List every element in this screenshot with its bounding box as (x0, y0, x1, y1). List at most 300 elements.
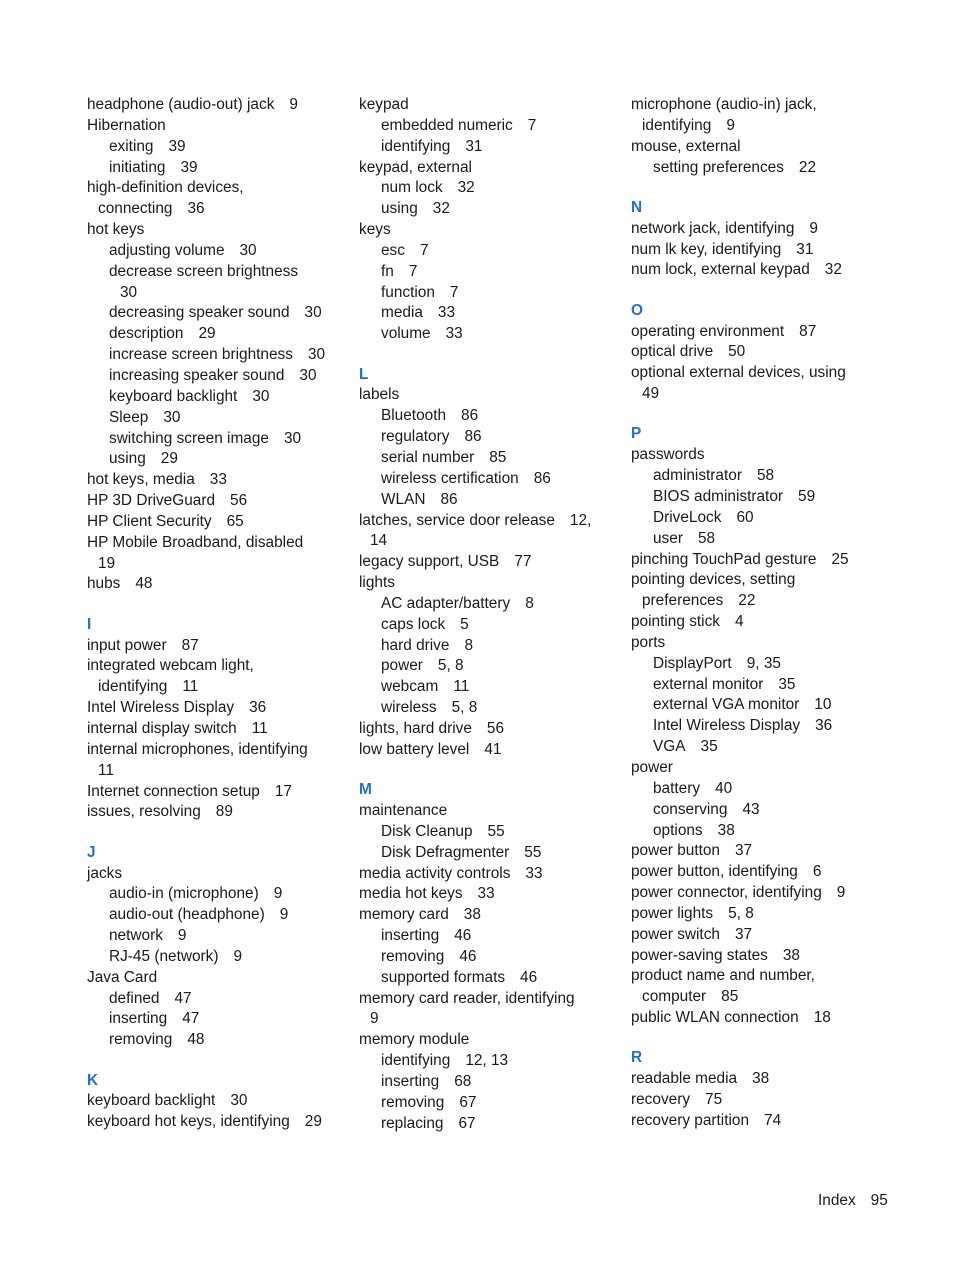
entry-term: identifying (642, 116, 712, 134)
index-subentry (359, 947, 621, 968)
entry-page-ref: 11 (251, 719, 268, 737)
index-subentry (631, 654, 893, 675)
entry-page-ref: 5, 8 (728, 904, 754, 922)
entry-page-ref: 55 (524, 843, 542, 861)
index-subentry (87, 324, 349, 345)
entry-term: media hot keys (359, 885, 463, 903)
entry-page-ref: 10 (814, 696, 832, 714)
index-entry (631, 925, 893, 946)
index-entry (631, 862, 893, 883)
index-subentry (359, 490, 621, 511)
entry-page-ref: 22 (738, 592, 756, 610)
entry-page-ref: 33 (477, 885, 495, 903)
entry-page-ref: 41 (484, 740, 502, 758)
entry-term: external VGA monitor (653, 696, 800, 714)
index-subentry (87, 905, 349, 926)
entry-page-ref: 77 (514, 553, 532, 571)
entry-term: memory card reader, identifying (359, 989, 575, 1007)
entry-term: serial number (381, 449, 475, 466)
entry-term: pinching TouchPad gesture (631, 550, 817, 568)
entry-term: headphone (audio-out) jack (87, 96, 275, 113)
entry-term: 30 (120, 283, 138, 301)
entry-term: identifying (98, 678, 168, 696)
entry-page-ref: 33 (437, 304, 456, 322)
entry-page-ref: 67 (458, 1114, 476, 1132)
entry-term: keyboard hot keys, identifying (87, 1113, 290, 1131)
entry-page-ref: 29 (198, 325, 216, 343)
index-subentry (359, 594, 621, 615)
section-letter-heading: J (87, 843, 96, 861)
entry-page-ref: 60 (736, 508, 754, 526)
index-entry (87, 864, 349, 885)
entry-term: Disk Cleanup (381, 822, 473, 840)
index-entry (631, 260, 893, 281)
entry-term: HP 3D DriveGuard (87, 492, 216, 510)
entry-page-ref: 86 (533, 469, 551, 487)
entry-term: memory card (359, 906, 449, 924)
entry-term: removing (109, 1031, 173, 1049)
entry-term: wireless (381, 699, 437, 717)
entry-page-ref: 9 (836, 884, 846, 902)
entry-term: esc (381, 241, 405, 259)
entry-page-ref: 30 (239, 241, 257, 259)
entry-term: num lock (381, 179, 443, 197)
entry-term: battery (653, 779, 701, 797)
entry-term: audio-in (microphone) (109, 885, 259, 903)
index-subentry (359, 324, 621, 345)
entry-page-ref: 48 (135, 575, 153, 593)
index-subentry (359, 656, 621, 677)
entry-page-ref: 33 (209, 471, 227, 489)
entry-term: operating environment (631, 322, 785, 340)
entry-term: power connector, identifying (631, 884, 822, 902)
entry-term: lights, hard drive (359, 719, 472, 737)
entry-page-ref: 31 (796, 240, 814, 258)
index-entry (359, 158, 621, 179)
entry-term: fn (381, 262, 394, 280)
entry-term: replacing (381, 1114, 444, 1132)
entry-term: media activity controls (359, 864, 511, 882)
entry-page-ref: 46 (459, 947, 477, 965)
entry-term: power (381, 657, 423, 675)
entry-term: integrated webcam light, (87, 657, 254, 675)
entry-page-ref: 36 (815, 717, 833, 735)
entry-page-ref: 46 (520, 968, 538, 986)
index-entry (631, 904, 893, 925)
index-entry (359, 573, 621, 594)
entry-page-ref: 75 (705, 1091, 723, 1109)
entry-page-ref: 7 (408, 262, 418, 280)
entry-term: high-definition devices, (87, 179, 244, 197)
index-entry (631, 1111, 893, 1132)
index-entry (631, 883, 893, 904)
index-entry (631, 240, 893, 261)
index-entry (631, 445, 893, 466)
entry-term: user (653, 529, 683, 547)
index-entry (359, 989, 621, 1010)
entry-term: hubs (87, 575, 121, 593)
entry-term: internal microphones, identifying (87, 740, 308, 758)
index-entry (359, 1030, 621, 1051)
entry-page-ref: 36 (187, 200, 205, 218)
entry-term: defined (109, 989, 160, 1007)
entry-page-ref: 38 (463, 906, 481, 924)
entry-term: supported formats (381, 968, 506, 986)
entry-page-ref: 30 (252, 387, 270, 405)
entry-term: legacy support, USB (359, 553, 500, 571)
entry-term: mouse, external (631, 137, 741, 155)
entry-page-ref: 48 (187, 1031, 205, 1049)
entry-page-ref: 40 (715, 779, 733, 797)
entry-term: WLAN (381, 490, 426, 508)
entry-page-ref: 9 (177, 927, 187, 945)
index-subentry (87, 387, 349, 408)
index-entry (631, 342, 893, 363)
entry-term: optical drive (631, 343, 714, 361)
entry-term: readable media (631, 1070, 738, 1088)
entry-page-ref: 30 (299, 366, 317, 384)
index-entry (631, 570, 893, 591)
index-column-2 (359, 95, 621, 1135)
entry-term: removing (381, 947, 445, 965)
index-entry (631, 550, 893, 571)
index-column-3 (631, 95, 893, 1132)
index-entry (631, 137, 893, 158)
index-subentry (359, 1093, 621, 1114)
index-subentry (359, 406, 621, 427)
entry-page-ref: 46 (454, 927, 472, 945)
entry-term: power lights (631, 904, 714, 922)
entry-term: microphone (audio-in) jack, (631, 96, 817, 113)
index-subentry (631, 675, 893, 696)
index-entry (87, 533, 349, 554)
index-entry (87, 220, 349, 241)
entry-term: power-saving states (631, 946, 768, 964)
index-subentry (359, 636, 621, 657)
entry-page-ref: 7 (419, 241, 429, 259)
index-subentry (87, 408, 349, 429)
entry-term: low battery level (359, 740, 470, 758)
entry-term: HP Client Security (87, 512, 212, 530)
entry-term: BIOS administrator (653, 488, 784, 505)
entry-page-ref: 56 (486, 719, 505, 737)
entry-page-ref: 9 (273, 885, 283, 903)
index-entry (87, 116, 349, 137)
entry-page-ref: 30 (307, 346, 326, 364)
index-subentry (87, 1030, 349, 1051)
index-subentry (87, 947, 349, 968)
index-entry (87, 677, 349, 698)
entry-term: issues, resolving (87, 803, 201, 821)
index-entry (631, 633, 893, 654)
entry-page-ref: 36 (249, 699, 267, 717)
entry-page-ref: 58 (756, 467, 775, 485)
entry-term: keyboard backlight (87, 1092, 216, 1110)
entry-term: computer (642, 988, 707, 1006)
entry-term: DisplayPort (653, 654, 732, 672)
entry-page-ref: 47 (182, 1010, 200, 1028)
entry-page-ref: 55 (487, 822, 505, 840)
entry-page-ref: 39 (168, 137, 186, 155)
index-entry (87, 95, 349, 116)
entry-page-ref: 58 (697, 529, 716, 547)
index-subentry (359, 137, 621, 158)
entry-term: network jack, identifying (631, 219, 795, 237)
index-subentry (359, 698, 621, 719)
index-subentry (631, 466, 893, 487)
entry-page-ref: 50 (728, 343, 746, 361)
index-entry (359, 740, 621, 761)
index-entry (359, 531, 621, 552)
entry-term: lights (359, 574, 395, 592)
index-entry (87, 1091, 349, 1112)
index-subentry (87, 884, 349, 905)
index-entry (87, 199, 349, 220)
entry-term: preferences (642, 592, 724, 610)
index-subentry (87, 1009, 349, 1030)
entry-page-ref: 18 (813, 1009, 831, 1027)
index-entry (631, 987, 893, 1008)
index-subentry (631, 821, 893, 842)
entry-term: public WLAN connection (631, 1009, 799, 1027)
entry-term: labels (359, 386, 400, 404)
index-entry (87, 698, 349, 719)
entry-term: VGA (653, 738, 686, 756)
entry-term: hard drive (381, 636, 450, 654)
entry-term: webcam (381, 678, 439, 696)
entry-term: using (109, 450, 146, 468)
index-subentry (631, 487, 893, 508)
entry-term: external monitor (653, 675, 764, 693)
entry-term: options (653, 821, 703, 839)
entry-term: regulatory (381, 428, 450, 446)
index-subentry (87, 926, 349, 947)
entry-term: num lock, external keypad (631, 261, 810, 279)
entry-term: 49 (642, 385, 660, 403)
entry-page-ref: 12, 13 (465, 1052, 509, 1070)
entry-page-ref: 59 (798, 488, 816, 505)
entry-term: setting preferences (653, 158, 784, 176)
entry-term: hot keys (87, 221, 145, 239)
index-entry (87, 574, 349, 595)
index-entry (631, 591, 893, 612)
index-subentry (87, 429, 349, 450)
entry-term: 19 (98, 554, 116, 572)
entry-term: 9 (370, 1010, 379, 1028)
index-subentry (631, 716, 893, 737)
entry-term: increasing speaker sound (109, 366, 285, 384)
section-letter-heading: L (359, 365, 369, 383)
entry-page-ref: 12, (569, 511, 592, 529)
entry-page-ref: 5, 8 (451, 699, 478, 717)
entry-term: power button (631, 842, 720, 860)
entry-page-ref: 30 (283, 429, 302, 447)
index-entry (359, 801, 621, 822)
entry-page-ref: 38 (752, 1070, 770, 1088)
entry-term: network (109, 927, 163, 945)
entry-page-ref: 11 (453, 678, 470, 696)
entry-page-ref: 29 (160, 450, 178, 468)
entry-term: conserving (653, 800, 728, 818)
entry-page-ref: 32 (824, 261, 842, 279)
index-subentry (359, 968, 621, 989)
index-subentry (359, 303, 621, 324)
entry-page-ref: 35 (778, 675, 796, 693)
entry-term: optional external devices, using (631, 364, 846, 382)
section-letter-heading: P (631, 425, 642, 443)
entry-page-ref: 30 (304, 304, 322, 322)
entry-term: pointing devices, setting (631, 571, 796, 589)
index-subentry (359, 448, 621, 469)
entry-term: input power (87, 636, 167, 654)
entry-page-ref: 30 (230, 1092, 248, 1110)
entry-page-ref: 11 (182, 678, 199, 696)
index-entry (631, 322, 893, 343)
index-entry (359, 385, 621, 406)
entry-page-ref: 9 (289, 96, 298, 113)
entry-term: volume (381, 325, 431, 343)
section-letter-heading: N (631, 198, 643, 216)
entry-page-ref: 85 (489, 449, 507, 466)
index-subentry (87, 158, 349, 179)
index-entry (87, 554, 349, 575)
entry-term: Hibernation (87, 116, 166, 134)
section-letter-heading: M (359, 781, 372, 799)
entry-page-ref: 86 (461, 407, 479, 425)
entry-page-ref: 67 (459, 1093, 477, 1111)
entry-page-ref: 86 (440, 490, 458, 508)
index-entry (87, 802, 349, 823)
index-subentry (87, 989, 349, 1010)
index-column-1 (87, 95, 349, 1133)
section-letter-heading: K (87, 1071, 99, 1089)
index-subentry (87, 366, 349, 387)
entry-term: increase screen brightness (109, 346, 293, 364)
index-entry (87, 636, 349, 657)
entry-page-ref: 65 (226, 512, 244, 530)
entry-term: initiating (109, 158, 166, 176)
entry-page-ref: 31 (465, 137, 483, 155)
entry-term: connecting (98, 200, 173, 218)
entry-page-ref: 85 (721, 988, 739, 1006)
entry-page-ref: 89 (215, 803, 233, 821)
index-entry (87, 1112, 349, 1133)
index-subentry (359, 178, 621, 199)
index-entry (359, 220, 621, 241)
entry-term: Intel Wireless Display (87, 699, 235, 717)
entry-term: Intel Wireless Display (653, 717, 801, 735)
entry-term: function (381, 283, 435, 301)
index-subentry (631, 779, 893, 800)
entry-term: latches, service door release (359, 511, 555, 529)
entry-term: memory module (359, 1031, 470, 1049)
entry-term: internal display switch (87, 719, 237, 737)
entry-term: num lk key, identifying (631, 240, 782, 258)
entry-term: product name and number, (631, 967, 815, 985)
index-subentry (87, 303, 349, 324)
entry-page-ref: 37 (734, 925, 753, 943)
index-subentry (87, 449, 349, 470)
index-subentry (87, 345, 349, 366)
entry-term: wireless certification (381, 469, 519, 487)
index-subentry (631, 529, 893, 550)
entry-term: hot keys, media (87, 471, 195, 489)
entry-term: description (109, 325, 184, 343)
index-entry (631, 95, 893, 116)
entry-term: removing (381, 1093, 445, 1111)
entry-term: Java Card (87, 968, 158, 986)
entry-page-ref: 32 (432, 200, 450, 218)
index-entry (359, 1009, 621, 1030)
entry-term: keypad (359, 96, 409, 113)
index-entry (359, 511, 621, 532)
entry-page-ref: 5 (460, 615, 469, 633)
entry-term: Disk Defragmenter (381, 843, 510, 861)
index-subentry (359, 843, 621, 864)
index-entry (631, 116, 893, 137)
index-subentry (87, 241, 349, 262)
entry-term: 14 (370, 532, 388, 550)
entry-term: keys (359, 221, 391, 239)
index-entry (631, 363, 893, 384)
index-entry (87, 968, 349, 989)
entry-term: inserting (381, 927, 440, 945)
index-subentry (359, 469, 621, 490)
entry-page-ref: 33 (445, 325, 463, 343)
entry-page-ref: 9 (279, 906, 289, 924)
index-subentry (359, 283, 621, 304)
index-subentry (631, 158, 893, 179)
index-entry (87, 491, 349, 512)
entry-page-ref: 43 (742, 800, 760, 818)
index-entry (87, 740, 349, 761)
entry-term: 11 (98, 761, 114, 779)
entry-term: identifying (381, 137, 451, 155)
entry-page-ref: 47 (174, 989, 192, 1007)
index-subentry (359, 677, 621, 698)
index-entry (359, 95, 621, 116)
entry-page-ref: 5, 8 (437, 657, 464, 675)
entry-term: maintenance (359, 802, 448, 819)
entry-page-ref: 38 (782, 946, 800, 964)
index-entry (631, 966, 893, 987)
entry-term: administrator (653, 467, 742, 485)
footer-label: Index (818, 1192, 856, 1209)
entry-term: inserting (109, 1010, 168, 1028)
entry-page-ref: 86 (464, 428, 482, 446)
entry-term: switching screen image (109, 429, 269, 447)
index-entry (631, 946, 893, 967)
entry-term: power button, identifying (631, 863, 798, 881)
entry-term: power (631, 758, 673, 776)
entry-page-ref: 25 (831, 550, 849, 568)
index-subentry (359, 427, 621, 448)
index-entry (631, 1090, 893, 1111)
entry-page-ref: 29 (304, 1113, 322, 1131)
index-entry (87, 719, 349, 740)
entry-term: recovery (631, 1091, 691, 1109)
entry-term: AC adapter/battery (381, 594, 511, 612)
section-letter-heading: O (631, 301, 643, 319)
section-letter-heading: R (631, 1049, 643, 1067)
entry-term: decrease screen brightness (109, 262, 299, 280)
entry-term: decreasing speaker sound (109, 304, 290, 322)
index-subentry (359, 822, 621, 843)
entry-term: identifying (381, 1052, 451, 1070)
index-subentry (359, 1051, 621, 1072)
entry-page-ref: 32 (457, 179, 475, 197)
index-entry (87, 470, 349, 491)
